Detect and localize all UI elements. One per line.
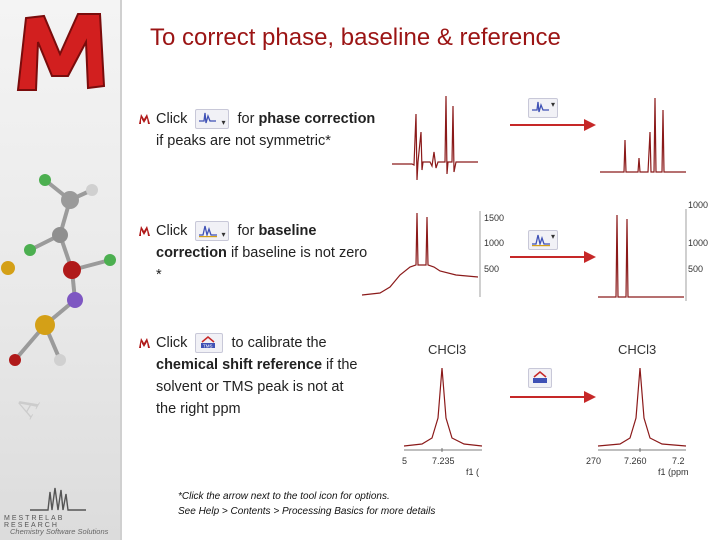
bullet-bold: phase correction xyxy=(258,111,376,127)
company-name: MESTRELAB RESEARCH xyxy=(4,515,65,529)
tms-reference-icon[interactable] xyxy=(528,368,552,388)
phase-before-spectrum xyxy=(390,92,480,184)
reference-arrow xyxy=(510,390,598,404)
axis-tick: 1500 xyxy=(484,213,505,223)
bullet-reference xyxy=(156,332,366,420)
bullet-mid: for xyxy=(237,111,259,127)
baseline-before-spectrum xyxy=(360,205,482,303)
footnote-line-2: See Help > Contents > Processing Basics for more details xyxy=(178,506,436,517)
phase-correction-icon[interactable]: ▾ xyxy=(528,98,558,118)
phase-arrow xyxy=(510,118,598,132)
bullet-m-icon xyxy=(138,113,151,125)
solvent-label: CHCl3 xyxy=(618,342,657,357)
bullet-mid: to calibrate the xyxy=(231,335,327,351)
phase-after-spectrum xyxy=(598,92,688,184)
mestrelab-logo-icon xyxy=(8,6,112,98)
bullet-m-icon xyxy=(138,225,151,237)
axis-tick: 500 xyxy=(688,264,704,274)
tms-reference-icon[interactable] xyxy=(195,333,223,353)
axis-tick: 1000 xyxy=(688,238,709,248)
baseline-correction-icon[interactable]: ▾ xyxy=(195,221,229,241)
bullet-phase xyxy=(156,108,376,152)
footnote-line-1: *Click the arrow next to the tool icon for options. xyxy=(178,491,390,502)
svg-text:TMS: TMS xyxy=(203,343,213,349)
bullet-prefix: Click xyxy=(156,335,188,351)
solvent-label: CHCl3 xyxy=(428,342,467,357)
axis-tick: 500 xyxy=(484,264,500,274)
axis-tick: 7.235 xyxy=(432,456,455,466)
axis-tick: 1000 xyxy=(484,238,505,248)
axis-tick: 7.2 xyxy=(672,456,685,466)
brand-sidebar xyxy=(0,0,122,540)
baseline-arrow xyxy=(510,250,598,264)
footnote xyxy=(178,489,435,519)
baseline-after-spectrum xyxy=(596,205,688,303)
axis-tick: 270 xyxy=(586,456,602,466)
company-tagline: Chemistry Software Solutions xyxy=(10,527,109,536)
bullet-bold: baseline correction xyxy=(156,223,317,261)
axis-tick: f1 ( xyxy=(466,467,480,477)
svg-text:A: A xyxy=(9,390,47,424)
axis-tick: 1000 xyxy=(688,200,709,210)
molecule-graphic-icon xyxy=(0,150,122,450)
bullet-mid: for xyxy=(237,223,259,239)
slide-title: To correct phase, baseline & reference xyxy=(150,24,561,51)
reference-before-spectrum xyxy=(402,358,484,454)
axis-tick: f1 (ppm xyxy=(658,467,689,477)
bullet-rest: if the solvent or TMS peak is not at the right ppm xyxy=(156,357,358,417)
spectrum-logo-icon xyxy=(28,486,88,512)
bullet-m-icon xyxy=(138,337,151,349)
phase-correction-icon[interactable]: ▾ xyxy=(195,109,229,129)
bullet-baseline xyxy=(156,220,376,286)
axis-tick: 7.260 xyxy=(624,456,647,466)
bullet-prefix: Click xyxy=(156,111,188,127)
bullet-bold: chemical shift reference xyxy=(156,357,323,373)
bullet-rest: if baseline is not zero * xyxy=(156,245,368,283)
reference-after-spectrum xyxy=(596,358,688,454)
bullet-prefix: Click xyxy=(156,223,188,239)
axis-tick: 5 xyxy=(402,456,408,466)
baseline-correction-icon[interactable]: ▾ xyxy=(528,230,558,250)
bullet-rest: if peaks are not symmetric* xyxy=(156,133,331,149)
